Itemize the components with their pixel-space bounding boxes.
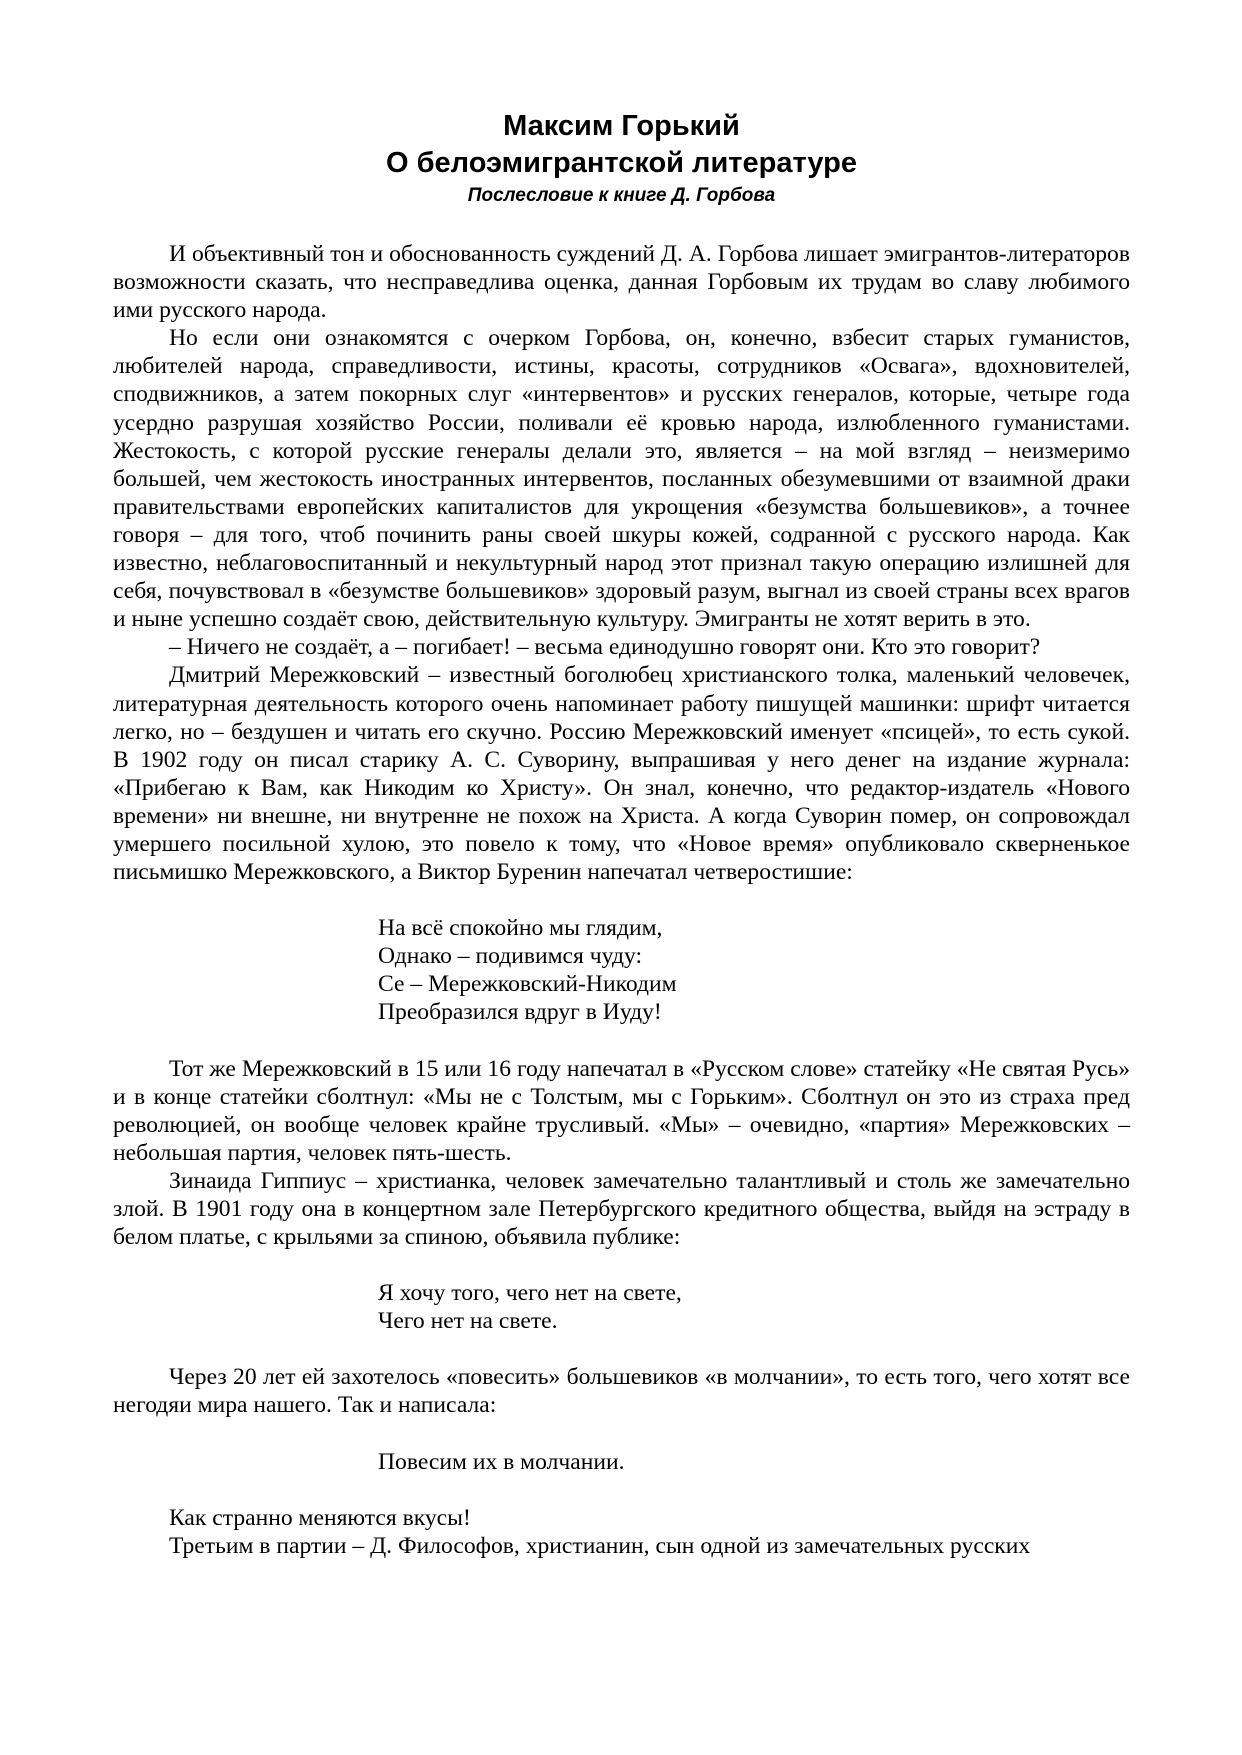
paragraph: – Ничего не создаёт, а – погибает! – весьма единодушно говорят они. Кто это говорит?	[169, 634, 1041, 661]
paragraph: Тот же Мережковский в 15 или 16 году напечатал в «Русском слове» статейку «Не святая Русь» и в конце статейки сболтнул: «Мы не с Толстым, мы с Горьким». Сболтнул он это из страха пред революцией, он вообще человек крайне трусливый. «Мы» – очевидно, «партия» Мережковских – небольшая партия, человек пять-шесть.	[113, 1055, 1130, 1166]
document-subtitle: Послесловие к книге Д. Горбова	[467, 185, 776, 206]
document-title: О белоэмигрантской литературе	[386, 147, 857, 179]
title-block	[113, 108, 1130, 210]
paragraph: Через 20 лет ей захотелось «повесить» большевиков «в молчании», то есть того, чего хотят все негодяи мира нашего. Так и написала:	[113, 1364, 1130, 1419]
verse-line: Однако – подивимся чуду:	[378, 943, 643, 970]
paragraph: Дмитрий Мережковский – известный боголюбец христианского толка, маленький человечек, литературная деятельность которого очень напоминает работу пишущей машинки: шрифт читается легко, но – бездушен и читать его скучно. Россию Мережковский именует «псицей», то есть сукой. В 1902 году он писал старику А. С. Суворину, выпрашивая у него денег на издание журнала: «Прибегаю к Вам, как Никодим ко Христу». Он знал, конечно, что редактор-издатель «Нового времени» ни внешне, ни внутренне не похож на Христа. А когда Суворин помер, он сопровождал умершего посильной хулою, это повело к тому, что «Новое время» опубликовало скверненькое письмишко Мережковского, а Виктор Буренин напечатал четверостишие:	[113, 662, 1130, 886]
author-name: Максим Горький	[503, 110, 740, 142]
verse-line: Чего нет на свете.	[378, 1308, 558, 1335]
body-text	[113, 240, 1130, 1560]
verse-block	[378, 914, 1130, 1026]
paragraph: Третьим в партии – Д. Философов, христианин, сын одной из замечательных русских	[169, 1532, 1031, 1559]
verse-block	[378, 1279, 1130, 1335]
document-page	[113, 108, 1130, 1560]
paragraph: Как странно меняются вкусы!	[169, 1504, 471, 1531]
paragraph: И объективный тон и обоснованность суждений Д. А. Горбова лишает эмигрантов-литераторов возможности сказать, что несправедлива оценка, данная Горбовым их трудам во славу любимого ими русского народа.	[113, 241, 1130, 324]
verse-block	[378, 1448, 1130, 1476]
verse-line: На всё спокойно мы глядим,	[378, 915, 663, 942]
verse-line: Преобразился вдруг в Иуду!	[378, 999, 662, 1026]
verse-line: Се – Мережковский-Никодим	[378, 971, 677, 998]
verse-line: Я хочу того, чего нет на свете,	[378, 1280, 682, 1307]
verse-line: Повесим их в молчании.	[378, 1448, 625, 1475]
paragraph: Но если они ознакомятся с очерком Горбова, он, конечно, взбесит старых гуманистов, любителей народа, справедливости, истины, красоты, сотрудников «Освага», вдохновителей, сподвижников, а затем покорных слуг «интервентов» и русских генералов, которые, четыре года усердно разрушая хозяйство России, поливали её кровью народа, излюбленного гуманистами. Жестокость, с которой русские генералы делали это, является – на мой взгляд – неизмеримо большей, чем жестокость иностранных интервентов, посланных обезумевшими от взаимной драки правительствами европейских капиталистов для укрощения «безумства большевиков», а точнее говоря – для того, чтоб починить раны своей шкуры кожей, содранной с русского народа. Как известно, неблаговоспитанный и некультурный народ этот признал такую операцию излишней для себя, почувствовал в «безумстве большевиков» здоровый разум, выгнал из своей страны всех врагов и ныне успешно создаёт свою, действительную культуру. Эмигранты не хотят верить в это.	[113, 325, 1130, 633]
paragraph: Зинаида Гиппиус – христианка, человек замечательно талантливый и столь же замечательно злой. В 1901 году она в концертном зале Петербургского кредитного общества, выйдя на эстраду в белом платье, с крыльями за спиною, объявила публике:	[113, 1167, 1130, 1251]
